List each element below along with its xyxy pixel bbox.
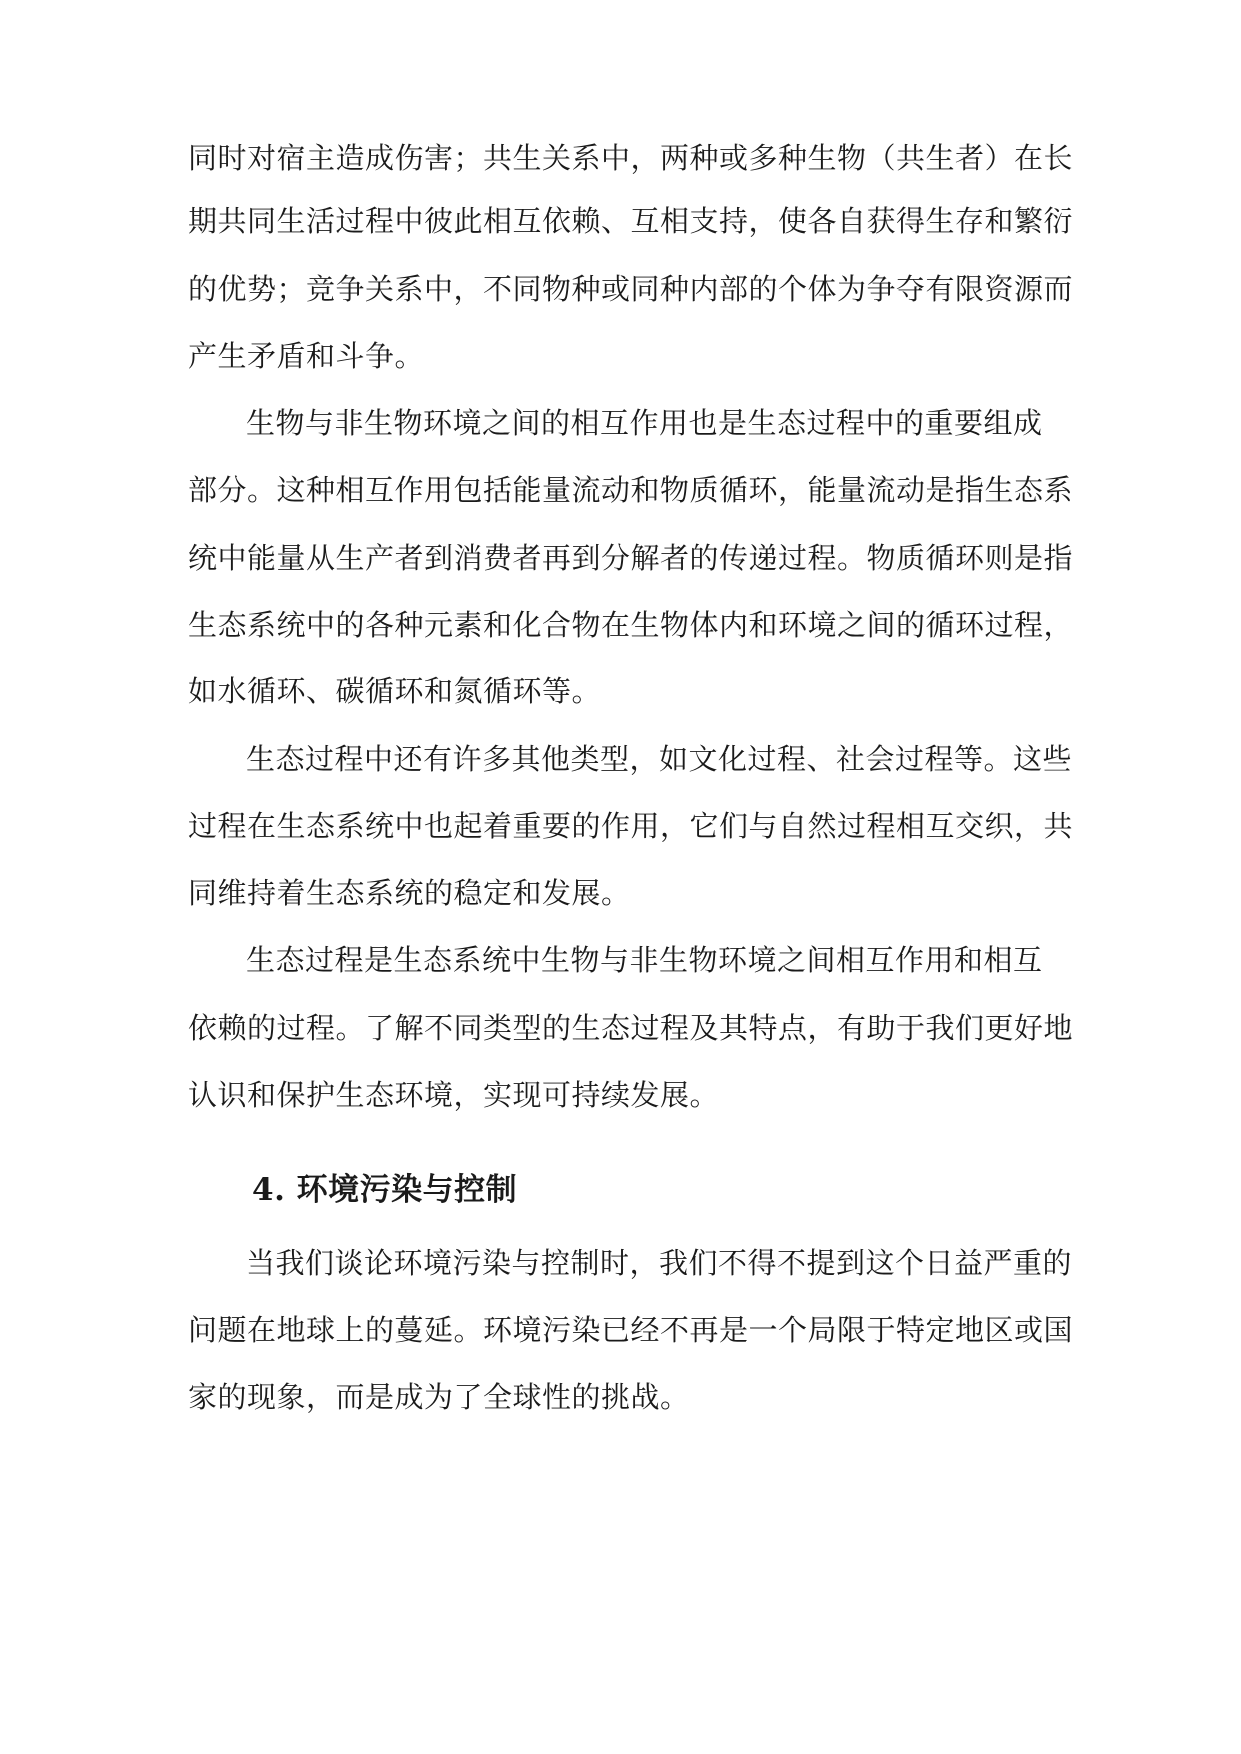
text-line: 认识和保护生态环境，实现可持续发展。	[188, 1078, 720, 1112]
text-line: 依赖的过程。了解不同类型的生态过程及其特点，有助于我们更好地	[188, 1011, 1074, 1045]
text-line: 的优势；竞争关系中，不同物种或同种内部的个体为争夺有限资源而	[188, 272, 1074, 306]
section-heading: 4. 环境污染与控制	[252, 1172, 518, 1208]
text-line: 生态系统中的各种元素和化合物在生物体内和环境之间的循环过程，	[188, 608, 1074, 642]
paragraph-first-line: 生态过程中还有许多其他类型，如文化过程、社会过程等。这些	[246, 742, 1073, 776]
paragraph-first-line: 生物与非生物环境之间的相互作用也是生态过程中的重要组成	[246, 406, 1043, 440]
text-line: 统中能量从生产者到消费者再到分解者的传递过程。物质循环则是指	[188, 541, 1074, 575]
text-line: 部分。这种相互作用包括能量流动和物质循环，能量流动是指生态系	[188, 473, 1074, 507]
text-line: 问题在地球上的蔓延。环境污染已经不再是一个局限于特定地区或国	[188, 1313, 1074, 1347]
text-line: 同维持着生态系统的稳定和发展。	[188, 876, 631, 910]
paragraph-first-line: 当我们谈论环境污染与控制时，我们不得不提到这个日益严重的	[246, 1246, 1073, 1280]
text-line: 期共同生活过程中彼此相互依赖、互相支持，使各自获得生存和繁衍	[188, 204, 1074, 238]
text-line: 产生矛盾和斗争。	[188, 339, 425, 373]
text-line: 过程在生态系统中也起着重要的作用，它们与自然过程相互交织，共	[188, 809, 1074, 843]
text-line: 同时对宿主造成伤害；共生关系中，两种或多种生物（共生者）在长	[188, 141, 1074, 175]
paragraph-first-line: 生态过程是生态系统中生物与非生物环境之间相互作用和相互	[246, 943, 1043, 977]
text-line: 家的现象，而是成为了全球性的挑战。	[188, 1380, 690, 1414]
text-line: 如水循环、碳循环和氮循环等。	[188, 674, 602, 708]
